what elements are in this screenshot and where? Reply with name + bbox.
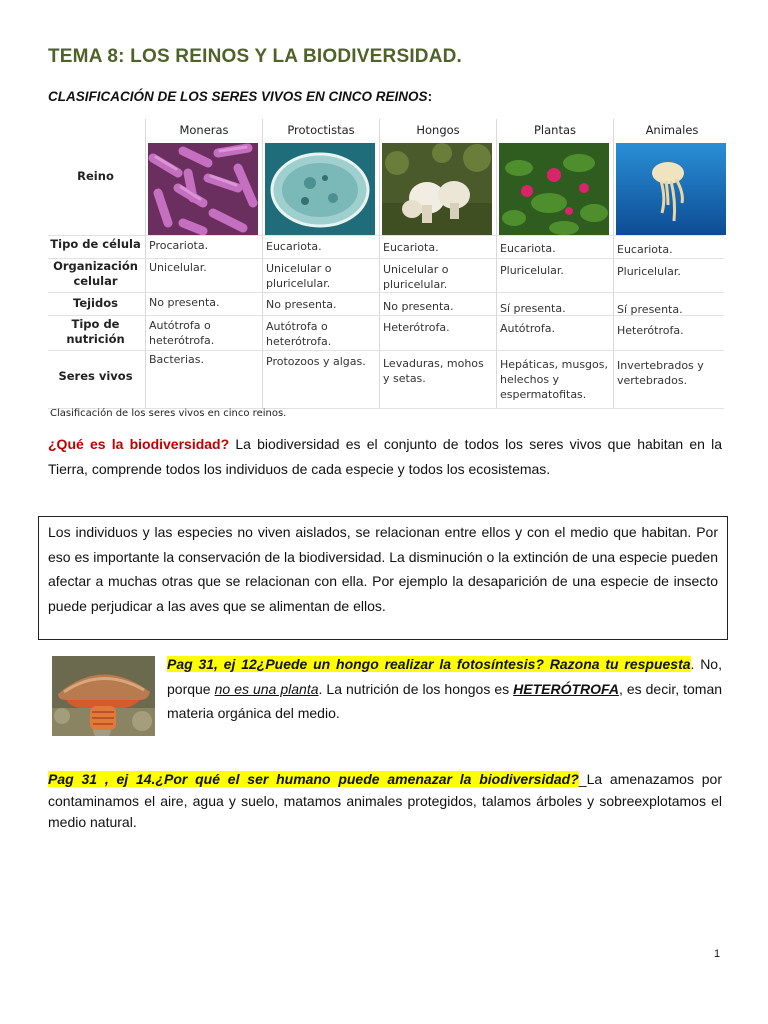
jellyfish-image: [616, 143, 726, 235]
subtitle-text: CLASIFICACIÓN DE LOS SERES VIVOS EN CINCO REINOS: [48, 89, 428, 104]
exercise-14-question: Pag 31 , ej 14.¿Por qué el ser humano puede amenazar la biodiversidad?: [48, 771, 579, 787]
cell-line: Hepáticas, musgos,: [500, 358, 609, 371]
cell-seres-vivos: [383, 356, 495, 386]
table-caption: Clasificación de los seres vivos en cinco reinos.: [50, 408, 287, 419]
cell-line: Autótrofa o: [266, 320, 328, 333]
exercise-12-question: Pag 31, ej 12¿Puede un hongo realizar la fotosíntesis? Razona tu respuesta: [167, 656, 691, 672]
row-label-organizacion-line2: celular: [73, 274, 118, 288]
cell-tejidos: Sí presenta.: [500, 302, 566, 315]
row-label-tipo-celula: Tipo de célula: [50, 237, 141, 251]
row-label-seres-vivos: Seres vivos: [58, 369, 133, 383]
cell-nutricion: [149, 318, 261, 348]
kingdom-header-animales: Animales: [645, 123, 699, 137]
exercise-12-answer-bold: HETERÓTROFA: [513, 680, 619, 697]
exercise-12-answer-mid: . La nutrición de los hongos es: [318, 680, 514, 697]
cell-line: pluricelular.: [266, 277, 331, 290]
cell-tipo-celula: Eucariota.: [500, 242, 556, 255]
biodiversity-definition: [48, 432, 722, 481]
bacteria-image: [148, 143, 258, 235]
exercise-12-answer-underlined: no es una planta: [214, 680, 319, 697]
cell-organizacion: [266, 261, 378, 291]
cell-line: Unicelular o: [266, 262, 332, 275]
cell-line: helechos y: [500, 373, 560, 386]
page-number: 1: [714, 948, 721, 960]
kingdom-header-protoctistas: Protoctistas: [287, 123, 355, 137]
mushrooms-image: [382, 143, 492, 235]
cell-line: pluricelular.: [383, 278, 448, 291]
cell-tejidos: No presenta.: [266, 298, 337, 311]
cell-line: Pluricelular.: [500, 264, 564, 277]
cell-line: Invertebrados y: [617, 359, 704, 372]
cell-line: Levaduras, mohos: [383, 357, 484, 370]
paramecium-image: [265, 143, 375, 235]
page-title: TEMA 8: LOS REINOS Y LA BIODIVERSIDAD.: [48, 46, 463, 67]
kingdom-header-hongos: Hongos: [416, 123, 460, 137]
cell-line: vertebrados.: [617, 374, 688, 387]
cell-line: Heterótrofa.: [383, 321, 450, 334]
cell-line: Autótrofa o: [149, 319, 211, 332]
row-label-reino: Reino: [77, 169, 114, 183]
exercise-12-answer-end: , es decir, toman materia orgánica del medio.: [167, 680, 723, 721]
conservation-box: [38, 516, 728, 640]
cell-tejidos: Sí presenta.: [617, 303, 683, 316]
cell-nutricion: [500, 321, 612, 336]
kingdom-table: [48, 119, 724, 425]
cell-tipo-celula: Procariota.: [149, 239, 209, 252]
row-label-tejidos: Tejidos: [73, 296, 118, 310]
row-label-nutricion-line1: Tipo de: [71, 317, 120, 331]
cell-tipo-celula: Eucariota.: [266, 240, 322, 253]
cell-line: Heterótrofa.: [617, 324, 684, 337]
row-label-organizacion: [48, 259, 143, 289]
exercise-12: [167, 652, 722, 726]
cell-tejidos: No presenta.: [383, 300, 454, 313]
exercise-12-answer-start: . No, porque: [167, 656, 722, 697]
cell-line: y setas.: [383, 372, 426, 385]
cell-line: Protozoos y algas.: [266, 355, 366, 368]
row-label-organizacion-line1: Organización: [53, 259, 138, 273]
exercise-14: [48, 769, 722, 834]
cell-line: heterótrofa.: [266, 335, 332, 348]
kingdom-header-plantas: Plantas: [533, 123, 576, 137]
cell-nutricion: [383, 320, 495, 335]
cell-seres-vivos: [617, 358, 729, 388]
row-label-nutricion-line2: nutrición: [66, 332, 125, 346]
biodiversity-question: ¿Qué es la biodiversidad?: [48, 436, 230, 452]
cell-line: Bacterias.: [149, 353, 204, 366]
cell-line: Unicelular.: [149, 261, 207, 274]
cell-organizacion: [383, 262, 495, 292]
conservation-text: Los individuos y las especies no viven aislados, se relacionan entre ellos y con el medio que habitan. Por eso es importante la conservación de la biodiversidad. La disminución o la extinción de una especie pueden afectar a muchas otras que se relacionan con ella. Por ejemplo la desaparición de una especie de insecto puede perjudicar a las aves que se alimentan de ellos.: [48, 524, 718, 614]
cell-line: Pluricelular.: [617, 265, 681, 278]
cell-tipo-celula: Eucariota.: [617, 243, 673, 256]
cell-nutricion: [266, 319, 378, 349]
cell-tipo-celula: Eucariota.: [383, 241, 439, 254]
cell-tejidos: No presenta.: [149, 296, 220, 309]
cell-line: Autótrofa.: [500, 322, 555, 335]
cell-organizacion: [149, 260, 261, 275]
cell-nutricion: [617, 323, 729, 338]
section-subtitle: [48, 89, 432, 104]
exercise-14-answer: _La amenazamos por contaminamos el aire, agua y suelo, matamos animales protegidos, talamos árboles y sobreexplotamos el medio natural.: [48, 771, 723, 830]
cell-line: espermatofitas.: [500, 388, 587, 401]
boletus-mushroom-image: [52, 656, 155, 736]
cell-seres-vivos: [500, 357, 612, 402]
subtitle-colon: :: [427, 89, 433, 104]
cell-line: heterótrofa.: [149, 334, 215, 347]
cell-seres-vivos: [266, 354, 378, 369]
cell-organizacion: [617, 264, 729, 279]
kingdom-header-moneras: Moneras: [179, 123, 229, 137]
row-label-nutricion: [48, 317, 143, 347]
flowers-image: [499, 143, 609, 235]
cell-seres-vivos: [149, 352, 261, 367]
cell-organizacion: [500, 263, 612, 278]
cell-line: Unicelular o: [383, 263, 449, 276]
biodiversity-answer: La biodiversidad es el conjunto de todos los seres vivos que habitan en la Tierra, comprende todos los individuos de cada especie y todos los ecosistemas.: [48, 436, 722, 477]
